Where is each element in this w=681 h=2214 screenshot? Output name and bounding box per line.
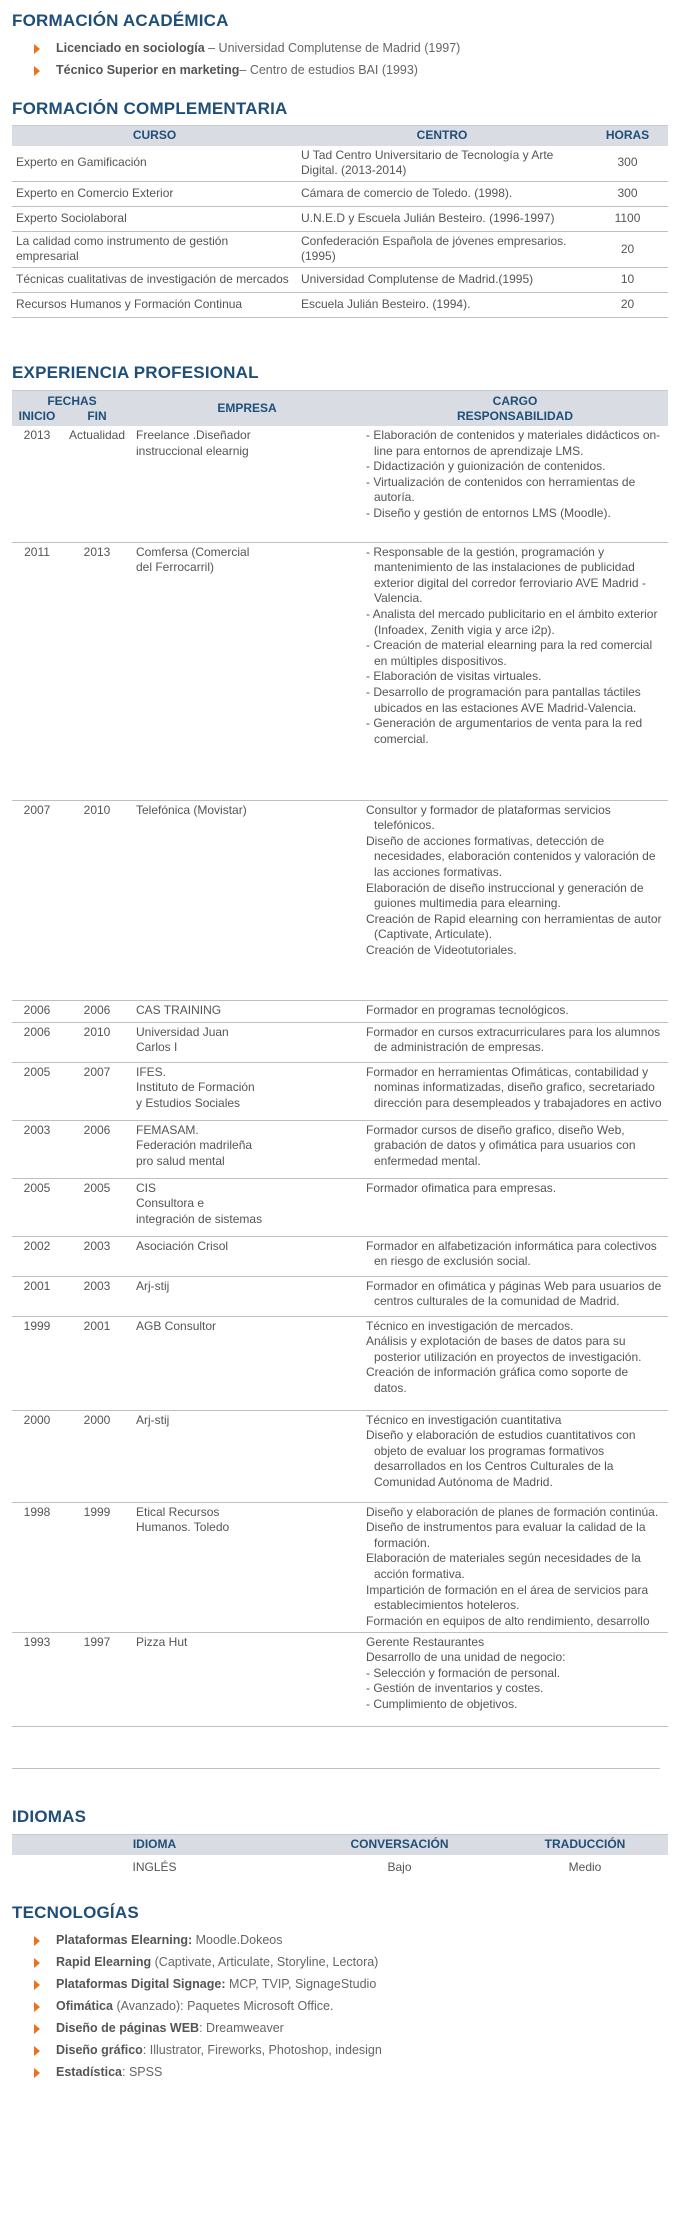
cell-cargo <box>362 426 668 542</box>
formacion-complementaria-section <box>12 98 668 318</box>
cell-empresa <box>132 800 362 1000</box>
cell-empresa <box>132 1316 362 1410</box>
cell-centro: Confederación Española de jóvenes empresarios.(1995) <box>297 231 587 267</box>
cell-horas: 1100 <box>587 206 668 231</box>
cell-fin: 2010 <box>62 800 132 1000</box>
header-empresa: EMPRESA <box>132 391 362 427</box>
table-header-row <box>12 126 668 146</box>
table-row <box>12 1502 668 1632</box>
item-detail: (Captivate, Articulate, Storyline, Lectora) <box>151 1955 379 1970</box>
bullet-arrow-icon <box>34 1958 40 1968</box>
cell-inicio: 2003 <box>12 1120 62 1178</box>
formacion-academica-list <box>12 37 460 81</box>
empresa-line: Telefónica (Movistar) <box>136 802 247 817</box>
cell-horas: 10 <box>587 268 668 293</box>
cargo-line: Formador cursos de diseño grafico, diseño Web, grabación de datos y ofimática para usuarios con enfermedad mental. <box>366 1122 636 1168</box>
table-row <box>12 1120 668 1178</box>
header-centro: CENTRO <box>297 126 587 146</box>
cell-empresa <box>132 1062 362 1120</box>
cell-fin: 2006 <box>62 1000 132 1022</box>
cargo-line: - Virtualización de contenidos con herramientas de autoría. <box>366 474 636 505</box>
item-title: Diseño gráfico <box>56 2043 143 2058</box>
cell-cargo <box>362 1062 668 1120</box>
cargo-line: Diseño y elaboración de estudios cuantitativos con objeto de evaluar los programas formativos desarrollados en los Centros Culturales de la Comunidad Autónoma de Madrid. <box>366 1428 636 1489</box>
cargo-line: Consultor y formador de plataformas servicios telefónicos. <box>366 802 611 833</box>
cell-curso: Técnicas cualitativas de investigación de mercados <box>12 268 297 293</box>
cargo-line: - Gestión de inventarios y costes. <box>366 1681 544 1696</box>
item-detail: (Avanzado): Paquetes Microsoft Office. <box>112 1999 334 2014</box>
cell-empresa <box>132 542 362 800</box>
formacion-complementaria-table <box>12 125 668 318</box>
cell-centro: Escuela Julián Besteiro. (1994). <box>297 293 587 318</box>
cell-inicio: 2001 <box>12 1276 62 1316</box>
cell-fin: Actualidad <box>62 426 132 542</box>
empresa-line: Asociación Crisol <box>136 1238 229 1253</box>
bullet-arrow-icon <box>34 2002 40 2012</box>
cell-curso: Experto en Gamificación <box>12 146 297 182</box>
cell-curso: Experto Sociolaboral <box>12 206 297 231</box>
item-detail: – Universidad Complutense de Madrid (1997) <box>204 41 461 56</box>
cargo-line: Formador en ofimática y páginas Web para usuarios de centros culturales de la comunidad de Madrid. <box>366 1278 662 1309</box>
cell-fin: 2010 <box>62 1022 132 1062</box>
cell-inicio: 2005 <box>12 1062 62 1120</box>
table-row <box>12 542 668 800</box>
list-item <box>12 1951 382 1973</box>
table-row <box>12 1000 668 1022</box>
item-title: Plataformas Elearning: <box>56 1933 193 1948</box>
cell-inicio: 2013 <box>12 426 62 542</box>
empresa-line: pro salud mental <box>136 1153 225 1168</box>
cargo-line: Análisis y explotación de bases de datos para su posterior utilización en proyectos de investigación. <box>366 1334 642 1364</box>
cell-fin: 2013 <box>62 542 132 800</box>
cargo-line: Formador en herramientas Ofimáticas, contabilidad y nominas informatizadas, diseño grafico, secretariado dirección para desempleados y trabajadores en activo <box>366 1064 662 1110</box>
cargo-line: - Elaboración de contenidos y materiales didácticos on-line para entornos de aprendizaje LMS. <box>366 428 661 458</box>
cell-horas: 300 <box>587 181 668 206</box>
empresa-line: AGB Consultor <box>136 1318 217 1333</box>
bullet-arrow-icon <box>34 2046 40 2056</box>
divider <box>12 1768 660 1769</box>
cargo-line: Formador en programas tecnológicos. <box>366 1002 569 1017</box>
cargo-line: - Diseño y gestión de entornos LMS (Moodle). <box>366 506 611 521</box>
cargo-line: - Creación de material elearning para la red comercial en múltiples dispositivos. <box>366 638 653 668</box>
table-row <box>12 800 668 1000</box>
list-item <box>12 59 460 81</box>
list-item <box>12 2061 382 2083</box>
cargo-line: - Elaboración de visitas virtuales. <box>366 669 542 684</box>
cell-inicio: 2006 <box>12 1022 62 1062</box>
cargo-line: Formador ofimatica para empresas. <box>366 1180 557 1195</box>
cargo-line: Formación en equipos de alto rendimiento, desarrollo <box>366 1613 650 1628</box>
cell-empresa <box>132 1120 362 1178</box>
table-row <box>12 1236 668 1276</box>
cell-curso: La calidad como instrumento de gestión empresarial <box>12 231 297 267</box>
bullet-arrow-icon <box>34 2068 40 2078</box>
empresa-line: Instituto de Formación <box>136 1080 255 1095</box>
cell-idioma: INGLÉS <box>132 1859 177 1874</box>
cell-fin: 2000 <box>62 1410 132 1502</box>
table-row <box>12 1062 668 1120</box>
empresa-line: Consultora e <box>136 1196 205 1211</box>
cell-cargo <box>362 1502 668 1632</box>
empresa-line: Humanos. Toledo <box>136 1520 230 1535</box>
cargo-line: Técnico en investigación cuantitativa <box>366 1412 562 1427</box>
cargo-line: Diseño de instrumentos para evaluar la calidad de la formación. <box>366 1520 646 1550</box>
empresa-line: y Estudios Sociales <box>136 1095 241 1110</box>
table-body <box>12 426 668 1726</box>
empresa-line: Universidad Juan <box>136 1024 229 1039</box>
table-body <box>12 146 668 318</box>
list-item <box>12 1929 382 1951</box>
empresa-line: integración de sistemas <box>136 1211 263 1226</box>
cell-cargo <box>362 1022 668 1062</box>
list-item <box>12 1973 382 1995</box>
cell-empresa <box>132 1236 362 1276</box>
bullet-arrow-icon <box>34 66 40 76</box>
cargo-line: - Analista del mercado publicitario en el ámbito exterior (Infoadex, Zenith vigia y arce i2p). <box>366 606 658 637</box>
item-title: Ofimática <box>56 1999 113 2014</box>
cell-empresa <box>132 1632 362 1726</box>
section-title: IDIOMAS <box>12 1807 87 1826</box>
item-title: Técnico Superior en marketing <box>56 63 240 78</box>
cell-curso: Experto en Comercio Exterior <box>12 181 297 206</box>
cargo-line: Creación de información gráfica como soporte de datos. <box>366 1365 629 1395</box>
cargo-line: Impartición de formación en el área de servicios para establecimientos hoteleros. <box>366 1582 649 1613</box>
table-row <box>12 268 668 293</box>
cell-fin: 1999 <box>62 1502 132 1632</box>
table-row <box>12 231 668 267</box>
item-title: Estadística <box>56 2065 123 2080</box>
cell-horas: 20 <box>587 231 668 267</box>
cell-empresa <box>132 426 362 542</box>
cell-fin: 2007 <box>62 1062 132 1120</box>
table-row <box>12 1178 668 1236</box>
cargo-line: Técnico en investigación de mercados. <box>366 1318 574 1333</box>
cell-empresa <box>132 1276 362 1316</box>
cell-cargo <box>362 1410 668 1502</box>
bullet-arrow-icon <box>34 1936 40 1946</box>
table-row <box>12 1855 668 1881</box>
section-title: TECNOLOGÍAS <box>12 1903 139 1922</box>
table-header-row <box>12 391 668 410</box>
item-detail: : Illustrator, Fireworks, Photoshop, indesign <box>142 2043 382 2058</box>
idiomas-table <box>12 1834 668 1881</box>
empresa-line: Arj-stij <box>136 1278 170 1293</box>
cell-empresa <box>132 1410 362 1502</box>
cell-inicio: 1998 <box>12 1502 62 1632</box>
section-title: FORMACIÓN COMPLEMENTARIA <box>12 99 288 118</box>
empresa-line: CIS <box>136 1180 157 1195</box>
header-cargo: CARGO <box>362 391 668 410</box>
cell-fin: 2003 <box>62 1276 132 1316</box>
cargo-line: Formador en cursos extracurriculares para los alumnos de administración de empresas. <box>366 1024 661 1055</box>
empresa-line: Comfersa (Comercial <box>136 544 250 559</box>
cell-centro: U.N.E.D y Escuela Julián Besteiro. (1996-1997) <box>297 206 587 231</box>
empresa-line: Freelance .Diseñador <box>136 428 251 443</box>
list-item <box>12 2017 382 2039</box>
cell-fin: 1997 <box>62 1632 132 1726</box>
empresa-line: Pizza Hut <box>136 1634 188 1649</box>
experiencia-table <box>12 390 668 1727</box>
cell-cargo <box>362 1000 668 1022</box>
header-conversacion: CONVERSACIÓN <box>297 1835 502 1855</box>
cell-empresa <box>132 1000 362 1022</box>
tecnologias-section <box>12 1902 382 2083</box>
empresa-line: Arj-stij <box>136 1412 170 1427</box>
cell-conversacion: Bajo <box>387 1859 412 1874</box>
item-detail: Moodle.Dokeos <box>192 1933 283 1948</box>
cell-cargo <box>362 1276 668 1316</box>
cargo-line: - Responsable de la gestión, programación y mantenimiento de las instalaciones de publicidad exterior digital del corredor ferroviario AVE Madrid - Valencia. <box>366 544 646 606</box>
cargo-line: Diseño de acciones formativas, detección de necesidades, elaboración contenidos y valoración de las acciones formativas. <box>366 833 656 879</box>
empresa-line: del Ferrocarril) <box>136 560 215 575</box>
item-title: Diseño de páginas WEB <box>56 2021 200 2036</box>
list-item <box>12 37 460 59</box>
cargo-line: - Didactización y guionización de contenidos. <box>366 459 606 474</box>
cargo-line: - Generación de argumentarios de venta para la red comercial. <box>366 716 643 746</box>
header-idioma: IDIOMA <box>12 1835 297 1855</box>
cell-empresa <box>132 1502 362 1632</box>
cell-inicio: 2005 <box>12 1178 62 1236</box>
cell-cargo <box>362 542 668 800</box>
idiomas-section <box>12 1806 668 1881</box>
cell-centro: U Tad Centro Universitario de Tecnología y Arte Digital. (2013-2014) <box>297 146 587 182</box>
table-row <box>12 146 668 182</box>
cell-cargo <box>362 1178 668 1236</box>
cargo-line: - Cumplimiento de objetivos. <box>366 1696 518 1711</box>
list-item <box>12 2039 382 2061</box>
header-fin: FIN <box>62 409 132 426</box>
item-title: Rapid Elearning <box>56 1955 152 1970</box>
cargo-line: Formador en alfabetización informática para colectivos en riesgo de exclusión social. <box>366 1238 657 1269</box>
bullet-arrow-icon <box>34 44 40 54</box>
cell-inicio: 2002 <box>12 1236 62 1276</box>
cell-inicio: 1993 <box>12 1632 62 1726</box>
item-title: Licenciado en sociología <box>56 41 205 56</box>
cell-centro: Universidad Complutense de Madrid.(1995) <box>297 268 587 293</box>
header-responsabilidad: RESPONSABILIDAD <box>362 409 668 426</box>
empresa-line: FEMASAM. <box>136 1122 199 1137</box>
cell-empresa <box>132 1022 362 1062</box>
cell-horas: 300 <box>587 146 668 182</box>
cell-traduccion: Medio <box>568 1859 602 1874</box>
cell-cargo <box>362 1632 668 1726</box>
header-traduccion: TRADUCCIÓN <box>502 1835 668 1855</box>
item-detail: : SPSS <box>122 2065 163 2080</box>
header-horas: HORAS <box>587 126 668 146</box>
item-title: Plataformas Digital Signage: <box>56 1977 226 1992</box>
empresa-line: Federación madrileña <box>136 1138 253 1153</box>
cargo-line: Creación de Rapid elearning con herramientas de autor (Captivate, Articulate). <box>366 911 662 942</box>
table-row <box>12 1022 668 1062</box>
table-row <box>12 426 668 542</box>
table-row <box>12 206 668 231</box>
cell-cargo <box>362 1120 668 1178</box>
bullet-arrow-icon <box>34 2024 40 2034</box>
empresa-line: Carlos I <box>136 1040 178 1055</box>
cell-horas: 20 <box>587 293 668 318</box>
table-row <box>12 1316 668 1410</box>
empresa-line: Etical Recursos <box>136 1504 220 1519</box>
cargo-line: Diseño y elaboración de planes de formación continúa. <box>366 1504 659 1519</box>
cell-centro: Cámara de comercio de Toledo. (1998). <box>297 181 587 206</box>
section-title: FORMACIÓN ACADÉMICA <box>12 11 229 30</box>
table-row <box>12 293 668 318</box>
cell-fin: 2005 <box>62 1178 132 1236</box>
cell-inicio: 2011 <box>12 542 62 800</box>
cell-cargo <box>362 800 668 1000</box>
cargo-line: Desarrollo de una unidad de negocio: <box>366 1650 566 1665</box>
cell-fin: 2006 <box>62 1120 132 1178</box>
section-title: EXPERIENCIA PROFESIONAL <box>12 363 259 382</box>
item-detail: : Dreamweaver <box>199 2021 284 2036</box>
empresa-line: instruccional elearnig <box>136 443 249 458</box>
table-row <box>12 181 668 206</box>
cell-empresa <box>132 1178 362 1236</box>
table-row <box>12 1276 668 1316</box>
cargo-line: Elaboración de diseño instruccional y generación de guiones multimedia para elearning. <box>366 880 644 911</box>
tecnologias-list <box>12 1929 382 2083</box>
list-item <box>12 1995 382 2017</box>
cell-fin: 2001 <box>62 1316 132 1410</box>
cell-cargo <box>362 1316 668 1410</box>
cargo-line: - Selección y formación de personal. <box>366 1665 561 1680</box>
cargo-line: Creación de Videotutoriales. <box>366 942 517 957</box>
cell-fin: 2003 <box>62 1236 132 1276</box>
cargo-line: - Desarrollo de programación para pantallas táctiles ubicados en las estaciones AVE Madrid-Valencia. <box>366 684 641 715</box>
experiencia-section <box>12 362 668 1727</box>
cell-inicio: 2007 <box>12 800 62 1000</box>
table-header-row <box>12 1835 668 1855</box>
cell-cargo <box>362 1236 668 1276</box>
empresa-line: IFES. <box>136 1064 167 1079</box>
table-row <box>12 1632 668 1726</box>
cargo-line: Elaboración de materiales según necesidades de la acción formativa. <box>366 1551 641 1581</box>
bullet-arrow-icon <box>34 1980 40 1990</box>
table-row <box>12 1410 668 1502</box>
formacion-academica-section <box>12 10 460 81</box>
cell-curso: Recursos Humanos y Formación Continua <box>12 293 297 318</box>
header-inicio: INICIO <box>12 409 62 426</box>
item-detail: – Centro de estudios BAI (1993) <box>239 63 418 78</box>
empresa-line: CAS TRAINING <box>136 1002 222 1017</box>
item-detail: MCP, TVIP, SignageStudio <box>225 1977 377 1992</box>
header-curso: CURSO <box>12 126 297 146</box>
cell-inicio: 2006 <box>12 1000 62 1022</box>
cell-inicio: 2000 <box>12 1410 62 1502</box>
cell-inicio: 1999 <box>12 1316 62 1410</box>
cargo-line: Gerente Restaurantes <box>366 1634 485 1649</box>
header-fechas: FECHAS <box>12 391 132 410</box>
